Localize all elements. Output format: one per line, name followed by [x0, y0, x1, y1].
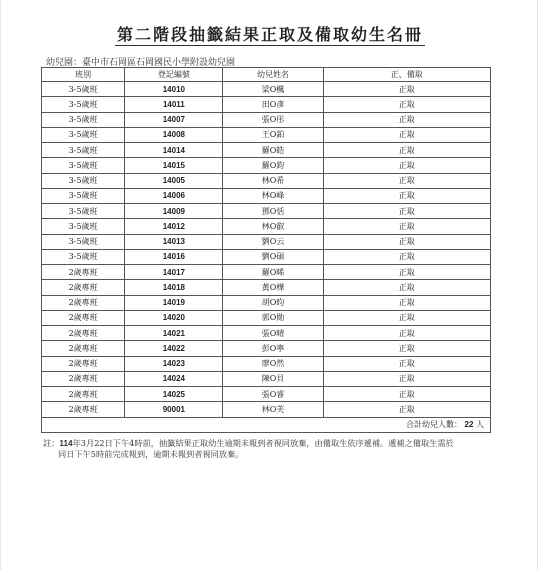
- table-row: [42, 265, 491, 280]
- registration-number-cell: 14017: [125, 265, 223, 280]
- class-cell: 2歲專班: [42, 402, 125, 417]
- admission-status-cell: 正取: [323, 341, 490, 356]
- admission-status-cell: 正取: [323, 265, 490, 280]
- table-row: [42, 127, 491, 142]
- child-name-cell: 林O芙: [223, 402, 323, 417]
- class-cell: 2歲專班: [42, 387, 125, 402]
- total-cell: [42, 417, 491, 432]
- child-name-cell: 王O鉑: [223, 127, 323, 142]
- class-cell: 3-5歲班: [42, 82, 125, 97]
- registration-number-cell: 14024: [125, 371, 223, 386]
- child-name-cell: 劉O云: [223, 234, 323, 249]
- table-row: [42, 326, 491, 341]
- class-cell: 2歲專班: [42, 295, 125, 310]
- admission-status-cell: 正取: [323, 356, 490, 371]
- child-name-cell: 林O希: [223, 173, 323, 188]
- registration-number-cell: 14006: [125, 188, 223, 203]
- admission-status-cell: 正取: [323, 234, 490, 249]
- admission-status-cell: 正取: [323, 326, 490, 341]
- registration-number-cell: 14023: [125, 356, 223, 371]
- registration-number-cell: 14018: [125, 280, 223, 295]
- table-body: [42, 82, 491, 418]
- registration-number-cell: 14025: [125, 387, 223, 402]
- class-cell: 3-5歲班: [42, 219, 125, 234]
- child-name-cell: 林O叡: [223, 219, 323, 234]
- registration-number-cell: 14010: [125, 82, 223, 97]
- admission-status-cell: 正取: [323, 204, 490, 219]
- registration-number-cell: 14020: [125, 310, 223, 325]
- child-name-cell: 羅O鈞: [223, 158, 323, 173]
- admission-status-cell: 正取: [323, 295, 490, 310]
- table-row: [42, 204, 491, 219]
- registration-number-cell: 90001: [125, 402, 223, 417]
- child-name-cell: 陳O貝: [223, 371, 323, 386]
- table-header-row: [42, 68, 491, 82]
- class-cell: 2歲專班: [42, 326, 125, 341]
- admission-status-cell: 正取: [323, 249, 490, 264]
- class-cell: 2歲專班: [42, 356, 125, 371]
- class-cell: 3-5歲班: [42, 143, 125, 158]
- table-row: [42, 402, 491, 417]
- admission-status-cell: 正取: [323, 280, 490, 295]
- admission-status-cell: 正取: [323, 158, 490, 173]
- class-cell: 3-5歲班: [42, 173, 125, 188]
- header-class: 班別: [42, 68, 125, 82]
- class-cell: 2歲專班: [42, 265, 125, 280]
- admission-status-cell: 正取: [323, 82, 490, 97]
- table-row: [42, 371, 491, 386]
- child-name-cell: 郭O勛: [223, 310, 323, 325]
- table-row: [42, 310, 491, 325]
- class-cell: 2歲專班: [42, 310, 125, 325]
- registration-number-cell: 14014: [125, 143, 223, 158]
- registration-number-cell: 14021: [125, 326, 223, 341]
- registration-number-cell: 14012: [125, 219, 223, 234]
- class-cell: 3-5歲班: [42, 249, 125, 264]
- child-name-cell: 張O彤: [223, 112, 323, 127]
- school-label: 幼兒園：臺中市石岡區石岡國民小學附設幼兒園: [46, 58, 236, 68]
- class-cell: 3-5歲班: [42, 97, 125, 112]
- registration-number-cell: 14009: [125, 204, 223, 219]
- admission-status-cell: 正取: [323, 310, 490, 325]
- table-row: [42, 188, 491, 203]
- header-admission-status: 正、備取: [323, 68, 490, 82]
- child-name-cell: 廖O然: [223, 356, 323, 371]
- table-row: [42, 143, 491, 158]
- total-count: 22: [464, 420, 474, 430]
- child-name-cell: 羅O晞: [223, 265, 323, 280]
- footnote-line-2: 同日下午5時前完成報到，逾期未報到者視同放棄。: [58, 449, 244, 459]
- registration-number-cell: 14005: [125, 173, 223, 188]
- registration-number-cell: 14022: [125, 341, 223, 356]
- admission-status-cell: 正取: [323, 219, 490, 234]
- admission-status-cell: 正取: [323, 112, 490, 127]
- total-row: [42, 417, 491, 432]
- table-row: [42, 112, 491, 127]
- registration-number-cell: 14011: [125, 97, 223, 112]
- child-name-cell: 胡O昀: [223, 295, 323, 310]
- registration-number-cell: 14016: [125, 249, 223, 264]
- table-row: [42, 158, 491, 173]
- table-row: [42, 341, 491, 356]
- registration-number-cell: 14007: [125, 112, 223, 127]
- class-cell: 3-5歲班: [42, 127, 125, 142]
- table-row: [42, 356, 491, 371]
- class-cell: 2歲專班: [42, 280, 125, 295]
- admission-status-cell: 正取: [323, 387, 490, 402]
- header-child-name: 幼兒姓名: [223, 68, 323, 82]
- class-cell: 3-5歲班: [42, 112, 125, 127]
- child-name-cell: 鄧O恬: [223, 204, 323, 219]
- table-row: [42, 82, 491, 97]
- admission-status-cell: 正取: [323, 402, 490, 417]
- class-cell: 2歲專班: [42, 371, 125, 386]
- footnote-line-1: 註：114年3月22日下午4時前，抽籤結果正取幼生逾期未報到者視同放棄，由備取生依序遞補。遞補之備取生需於: [43, 438, 454, 448]
- page-title: 第二階段抽籤結果正取及備取幼生名冊: [116, 25, 423, 44]
- admission-status-cell: 正取: [323, 371, 490, 386]
- student-table: [41, 67, 491, 433]
- header-registration-number: 登記編號: [125, 68, 223, 82]
- child-name-cell: 劉O碩: [223, 249, 323, 264]
- table-row: [42, 97, 491, 112]
- admission-status-cell: 正取: [323, 173, 490, 188]
- admission-status-cell: 正取: [323, 127, 490, 142]
- table-row: [42, 280, 491, 295]
- class-cell: 3-5歲班: [42, 188, 125, 203]
- class-cell: 3-5歲班: [42, 234, 125, 249]
- registration-number-cell: 14008: [125, 127, 223, 142]
- registration-number-cell: 14013: [125, 234, 223, 249]
- table-row: [42, 234, 491, 249]
- admission-status-cell: 正取: [323, 188, 490, 203]
- class-cell: 3-5歲班: [42, 158, 125, 173]
- child-name-cell: 羅O皓: [223, 143, 323, 158]
- table-row: [42, 173, 491, 188]
- child-name-cell: 彭O寧: [223, 341, 323, 356]
- admission-status-cell: 正取: [323, 97, 490, 112]
- table-row: [42, 295, 491, 310]
- total-label: 合計幼兒人數：: [406, 420, 462, 430]
- child-name-cell: 張O睿: [223, 387, 323, 402]
- child-name-cell: 梁O楓: [223, 82, 323, 97]
- registration-number-cell: 14019: [125, 295, 223, 310]
- table-row: [42, 249, 491, 264]
- child-name-cell: 田O彥: [223, 97, 323, 112]
- footnote: [43, 438, 493, 460]
- admission-status-cell: 正取: [323, 143, 490, 158]
- registration-number-cell: 14015: [125, 158, 223, 173]
- total-unit: 人: [476, 420, 484, 430]
- child-name-cell: 張O晴: [223, 326, 323, 341]
- child-name-cell: 黃O樺: [223, 280, 323, 295]
- class-cell: 3-5歲班: [42, 204, 125, 219]
- class-cell: 2歲專班: [42, 341, 125, 356]
- table-row: [42, 387, 491, 402]
- child-name-cell: 林O峰: [223, 188, 323, 203]
- table-row: [42, 219, 491, 234]
